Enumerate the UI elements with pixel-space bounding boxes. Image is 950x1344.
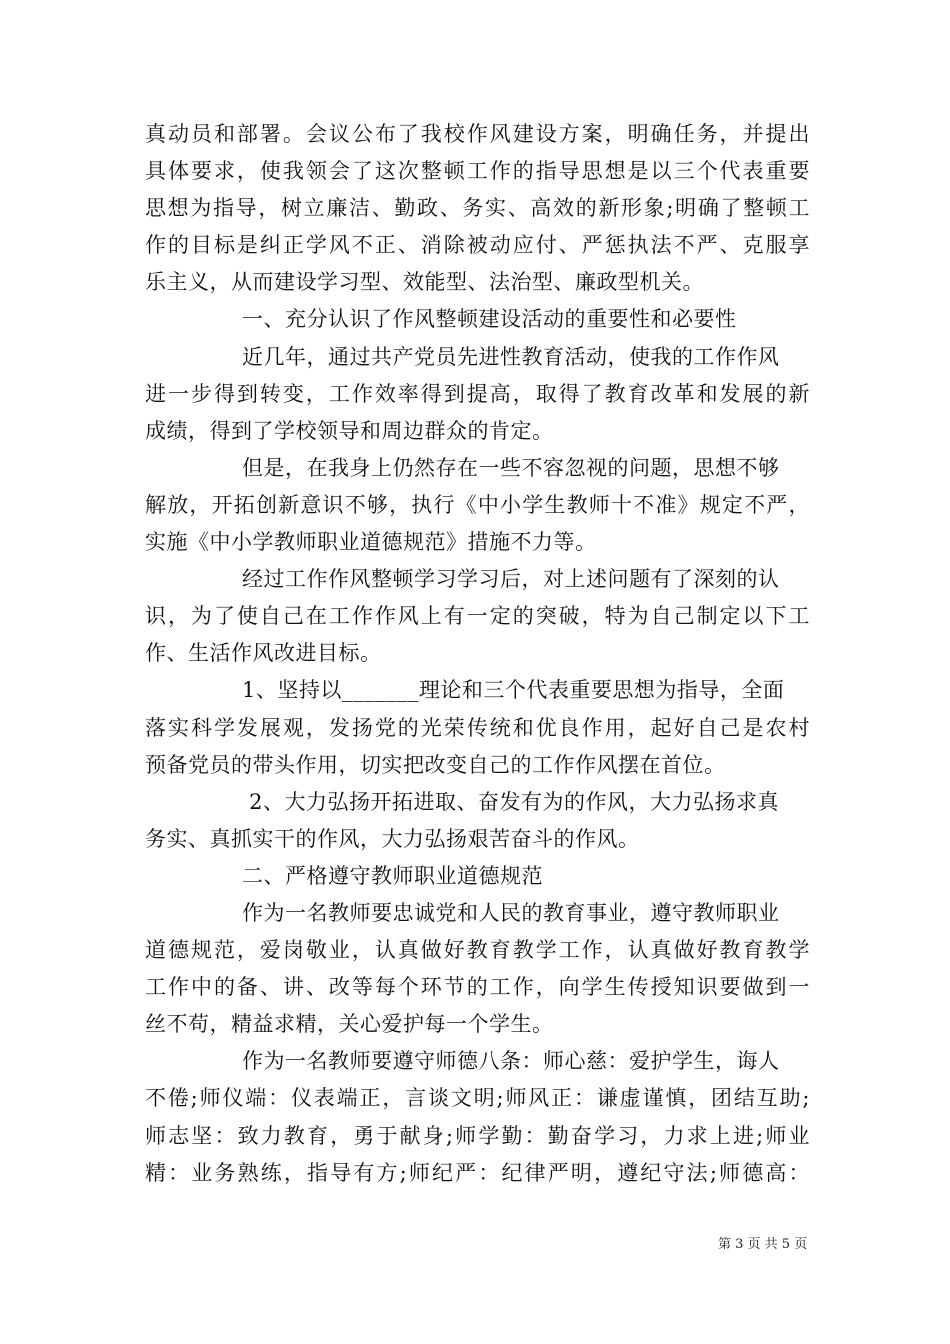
text-line: 近几年，通过共产党员先进性教育活动，使我的工作作风 (242, 344, 780, 369)
text-line: 作、生活作风改进目标。 (145, 641, 382, 666)
list-item-2: 2、大力弘扬开拓进取、奋发有为的作风，大力弘扬求真 (242, 789, 780, 814)
text-line: 丝不苟，精益求精，关心爱护每一个学生。 (145, 1012, 554, 1037)
text-line: 道德规范，爱岗敬业，认真做好教育教学工作，认真做好教育教学 (145, 938, 810, 963)
text-line: 但是，在我身上仍然存在一些不容忽视的问题，思想不够 (242, 455, 780, 480)
text-line: 成绩，得到了学校领导和周边群众的肯定。 (145, 418, 554, 443)
text-line: 经过工作作风整顿学习学习后，对上述问题有了深刻的认 (242, 567, 780, 592)
text-line: 预备党员的带头作用，切实把改变自己的工作作风摆在首位。 (145, 752, 726, 777)
section-heading: 一、充分认识了作风整顿建设活动的重要性和必要性 (242, 307, 737, 332)
text-line: 务实、真抓实干的作风，大力弘扬艰苦奋斗的作风。 (145, 826, 640, 851)
text-line: 真动员和部署。会议公布了我校作风建设方案，明确任务，并提出 (145, 122, 810, 146)
text-line: 乐主义，从而建设学习型、效能型、法治型、廉政型机关。 (145, 270, 704, 295)
list-item-1: 1、坚持以_______理论和三个代表重要思想为指导，全面 (242, 678, 785, 703)
text-line: 实施《中小学教师职业道德规范》措施不力等。 (145, 530, 597, 555)
text-line: 识，为了使自己在工作作风上有一定的突破，特为自己制定以下工 (145, 604, 810, 629)
text-line: 师志坚：致力教育，勇于献身;师学勤：勤奋学习，力求上进;师业 (145, 1123, 810, 1148)
text-line: 工作中的备、讲、改等每个环节的工作，向学生传授知识要做到一 (145, 975, 810, 1000)
text-line: 作为一名教师要忠诚党和人民的教育事业，遵守教师职业 (242, 900, 780, 925)
text-line: 具体要求，使我领会了这次整顿工作的指导思想是以三个代表重要 (145, 159, 810, 184)
text-line: 精：业务熟练，指导有方;师纪严：纪律严明，遵纪守法;师德高： (145, 1160, 810, 1185)
text-line: 落实科学发展观，发扬党的光荣传统和优良作用，起好自己是农村 (145, 715, 810, 740)
text-line: 作为一名教师要遵守师德八条：师心慈：爱护学生，诲人 (242, 1049, 780, 1074)
body-text (145, 116, 810, 1192)
text-line: 作的目标是纠正学风不正、消除被动应付、严惩执法不严、克服享 (145, 233, 810, 258)
section-heading: 二、严格遵守教师职业道德规范 (242, 863, 543, 888)
text-line: 解放，开拓创新意识不够，执行《中小学生教师十不准》规定不严， (145, 492, 810, 517)
text-line: 不倦;师仪端：仪表端正，言谈文明;师风正：谦虚谨慎，团结互助; (145, 1086, 810, 1111)
text-line: 进一步得到转变，工作效率得到提高，取得了教育改革和发展的新 (145, 381, 810, 406)
page-number-footer: 第 3 页 共 5 页 (718, 1237, 808, 1252)
text-line: 思想为指导，树立廉洁、勤政、务实、高效的新形象;明确了整顿工 (145, 196, 810, 221)
